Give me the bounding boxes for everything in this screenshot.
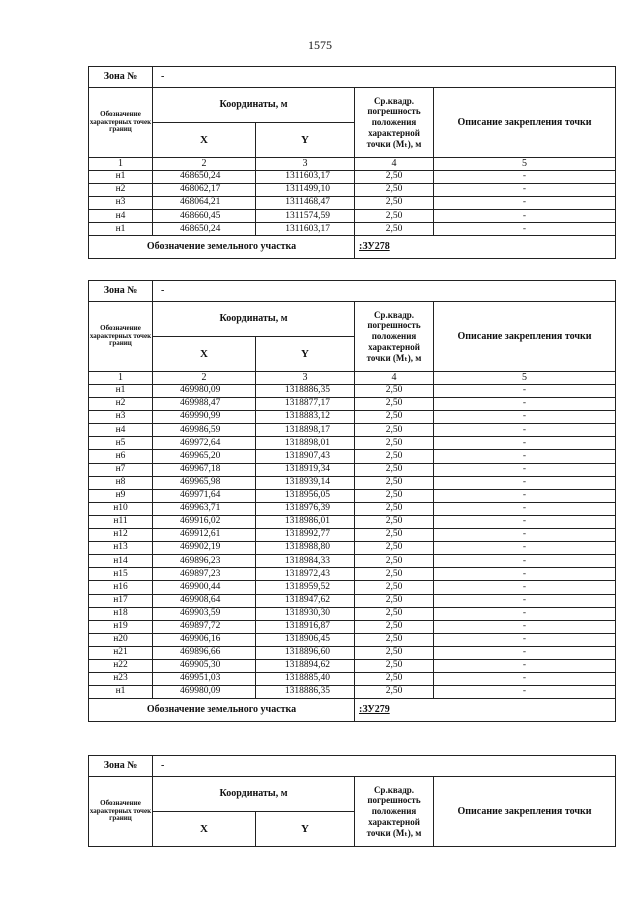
- description-cell: -: [434, 568, 616, 581]
- description-cell: -: [434, 686, 616, 699]
- y-cell: 1318883,12: [256, 411, 355, 424]
- error-cell: 2,50: [355, 463, 434, 476]
- y-cell: 1318919,34: [256, 463, 355, 476]
- error-cell: 2,50: [355, 515, 434, 528]
- x-cell: 469951,03: [153, 673, 256, 686]
- table-row: [89, 489, 616, 502]
- table-row: [89, 607, 616, 620]
- point-cell: н3: [89, 411, 153, 424]
- y-cell: 1318898,17: [256, 424, 355, 437]
- error-cell: 2,50: [355, 502, 434, 515]
- point-cell: н2: [89, 184, 153, 197]
- zone-label: Зона №: [89, 67, 153, 88]
- y-cell: 1311468,47: [256, 197, 355, 210]
- error-header: Ср.квадр. погрешность положения характерной точки (Mₜ), м: [355, 88, 434, 158]
- x-cell: 469990,99: [153, 411, 256, 424]
- x-cell: 469965,20: [153, 450, 256, 463]
- error-cell: 2,50: [355, 171, 434, 184]
- description-cell: -: [434, 424, 616, 437]
- zone-table: [88, 755, 616, 847]
- coordinates-header: Координаты, м: [153, 302, 355, 337]
- description-cell: -: [434, 594, 616, 607]
- table-row: [89, 463, 616, 476]
- column-number: 3: [256, 372, 355, 385]
- description-cell: -: [434, 620, 616, 633]
- point-cell: н23: [89, 673, 153, 686]
- table-row: [89, 686, 616, 699]
- x-cell: 469902,19: [153, 542, 256, 555]
- table-row: [89, 197, 616, 210]
- y-cell: 1318894,62: [256, 659, 355, 672]
- y-cell: 1311603,17: [256, 171, 355, 184]
- table-row: [89, 542, 616, 555]
- description-cell: -: [434, 463, 616, 476]
- error-cell: 2,50: [355, 581, 434, 594]
- column-number: 4: [355, 158, 434, 171]
- point-cell: н18: [89, 607, 153, 620]
- description-cell: -: [434, 450, 616, 463]
- x-cell: 469963,71: [153, 502, 256, 515]
- y-cell: 1318976,39: [256, 502, 355, 515]
- x-cell: 469967,18: [153, 463, 256, 476]
- point-cell: н9: [89, 489, 153, 502]
- table-row: [89, 424, 616, 437]
- description-cell: -: [434, 197, 616, 210]
- description-header: Описание закрепления точки: [434, 777, 616, 847]
- y-cell: 1318896,60: [256, 646, 355, 659]
- y-cell: 1318939,14: [256, 476, 355, 489]
- x-cell: 469916,02: [153, 515, 256, 528]
- error-cell: 2,50: [355, 542, 434, 555]
- table-row: [89, 568, 616, 581]
- y-cell: 1311603,17: [256, 223, 355, 236]
- point-cell: н11: [89, 515, 153, 528]
- column-number: 5: [434, 158, 616, 171]
- description-cell: -: [434, 411, 616, 424]
- description-cell: -: [434, 633, 616, 646]
- point-cell: н1: [89, 223, 153, 236]
- column-number: 1: [89, 158, 153, 171]
- point-cell: н10: [89, 502, 153, 515]
- column-number: 4: [355, 372, 434, 385]
- x-cell: 469980,09: [153, 686, 256, 699]
- description-cell: -: [434, 646, 616, 659]
- y-cell: 1318907,43: [256, 450, 355, 463]
- table-row: [89, 673, 616, 686]
- page-number: 1575: [308, 38, 332, 52]
- zone-table: [88, 66, 616, 259]
- description-cell: -: [434, 581, 616, 594]
- x-cell: 469897,23: [153, 568, 256, 581]
- point-cell: н7: [89, 463, 153, 476]
- column-number: 2: [153, 372, 256, 385]
- parcel-value: :ЗУ279: [355, 699, 616, 722]
- error-cell: 2,50: [355, 673, 434, 686]
- error-cell: 2,50: [355, 607, 434, 620]
- x-cell: 469972,64: [153, 437, 256, 450]
- point-cell: н6: [89, 450, 153, 463]
- description-cell: -: [434, 398, 616, 411]
- description-cell: -: [434, 171, 616, 184]
- point-cell: н2: [89, 398, 153, 411]
- zone-label: Зона №: [89, 756, 153, 777]
- error-cell: 2,50: [355, 184, 434, 197]
- parcel-value: :ЗУ278: [355, 236, 616, 259]
- column-number: 1: [89, 372, 153, 385]
- x-cell: 468064,21: [153, 197, 256, 210]
- zone-label: Зона №: [89, 281, 153, 302]
- table-row: [89, 529, 616, 542]
- table-row: [89, 450, 616, 463]
- table-row: [89, 502, 616, 515]
- point-cell: н1: [89, 385, 153, 398]
- y-cell: 1318886,35: [256, 686, 355, 699]
- y-cell: 1318906,45: [256, 633, 355, 646]
- point-designation-header: Обозначение характерных точек границ: [89, 302, 153, 372]
- y-cell: 1318885,40: [256, 673, 355, 686]
- x-cell: 469896,66: [153, 646, 256, 659]
- point-cell: н1: [89, 171, 153, 184]
- x-cell: 469980,09: [153, 385, 256, 398]
- error-cell: 2,50: [355, 529, 434, 542]
- error-cell: 2,50: [355, 411, 434, 424]
- x-cell: 469896,23: [153, 555, 256, 568]
- table-row: [89, 555, 616, 568]
- description-cell: -: [434, 502, 616, 515]
- error-cell: 2,50: [355, 450, 434, 463]
- error-cell: 2,50: [355, 633, 434, 646]
- table-row: [89, 385, 616, 398]
- error-cell: 2,50: [355, 555, 434, 568]
- point-cell: н1: [89, 686, 153, 699]
- description-cell: -: [434, 607, 616, 620]
- x-cell: 469900,44: [153, 581, 256, 594]
- zone-table: [88, 280, 616, 722]
- y-header: Y: [256, 337, 355, 372]
- point-cell: н15: [89, 568, 153, 581]
- description-cell: -: [434, 489, 616, 502]
- error-header: Ср.квадр. погрешность положения характерной точки (Mₜ), м: [355, 302, 434, 372]
- error-cell: 2,50: [355, 659, 434, 672]
- description-header: Описание закрепления точки: [434, 302, 616, 372]
- description-cell: -: [434, 223, 616, 236]
- error-cell: 2,50: [355, 210, 434, 223]
- table-row: [89, 659, 616, 672]
- x-cell: 469905,30: [153, 659, 256, 672]
- y-header: Y: [256, 812, 355, 847]
- table-row: [89, 646, 616, 659]
- error-cell: 2,50: [355, 686, 434, 699]
- error-cell: 2,50: [355, 646, 434, 659]
- parcel-label: Обозначение земельного участка: [89, 236, 355, 259]
- table-row: [89, 581, 616, 594]
- point-cell: н20: [89, 633, 153, 646]
- x-cell: 468650,24: [153, 171, 256, 184]
- x-cell: 469971,64: [153, 489, 256, 502]
- error-cell: 2,50: [355, 385, 434, 398]
- description-cell: -: [434, 515, 616, 528]
- point-cell: н17: [89, 594, 153, 607]
- error-cell: 2,50: [355, 594, 434, 607]
- x-cell: 469897,72: [153, 620, 256, 633]
- description-cell: -: [434, 555, 616, 568]
- point-cell: н5: [89, 437, 153, 450]
- x-header: X: [153, 812, 256, 847]
- table-row: [89, 223, 616, 236]
- x-cell: 469988,47: [153, 398, 256, 411]
- table-row: [89, 411, 616, 424]
- y-cell: 1311574,59: [256, 210, 355, 223]
- y-cell: 1311499,10: [256, 184, 355, 197]
- description-cell: -: [434, 210, 616, 223]
- y-cell: 1318898,01: [256, 437, 355, 450]
- y-cell: 1318877,17: [256, 398, 355, 411]
- description-cell: -: [434, 437, 616, 450]
- y-cell: 1318988,80: [256, 542, 355, 555]
- coordinates-header: Координаты, м: [153, 88, 355, 123]
- table-row: [89, 171, 616, 184]
- zone-value: -: [153, 281, 616, 302]
- x-cell: 469912,61: [153, 529, 256, 542]
- column-number: 3: [256, 158, 355, 171]
- y-header: Y: [256, 123, 355, 158]
- y-cell: 1318986,01: [256, 515, 355, 528]
- error-cell: 2,50: [355, 398, 434, 411]
- point-cell: н21: [89, 646, 153, 659]
- table-row: [89, 437, 616, 450]
- y-cell: 1318947,62: [256, 594, 355, 607]
- point-cell: н14: [89, 555, 153, 568]
- error-cell: 2,50: [355, 620, 434, 633]
- x-header: X: [153, 337, 256, 372]
- y-cell: 1318930,30: [256, 607, 355, 620]
- point-cell: н13: [89, 542, 153, 555]
- x-cell: 468062,17: [153, 184, 256, 197]
- point-cell: н4: [89, 210, 153, 223]
- y-cell: 1318956,05: [256, 489, 355, 502]
- y-cell: 1318984,33: [256, 555, 355, 568]
- error-cell: 2,50: [355, 223, 434, 236]
- table-row: [89, 476, 616, 489]
- description-cell: -: [434, 529, 616, 542]
- error-cell: 2,50: [355, 197, 434, 210]
- point-designation-header: Обозначение характерных точек границ: [89, 88, 153, 158]
- table-row: [89, 210, 616, 223]
- point-cell: н16: [89, 581, 153, 594]
- x-cell: 469908,64: [153, 594, 256, 607]
- column-number: 2: [153, 158, 256, 171]
- error-cell: 2,50: [355, 568, 434, 581]
- table-row: [89, 594, 616, 607]
- zone-value: -: [153, 756, 616, 777]
- error-cell: 2,50: [355, 424, 434, 437]
- description-cell: -: [434, 542, 616, 555]
- table-row: [89, 620, 616, 633]
- y-cell: 1318972,43: [256, 568, 355, 581]
- x-cell: 469965,98: [153, 476, 256, 489]
- coordinates-header: Координаты, м: [153, 777, 355, 812]
- x-cell: 469986,59: [153, 424, 256, 437]
- parcel-label: Обозначение земельного участка: [89, 699, 355, 722]
- x-header: X: [153, 123, 256, 158]
- description-header: Описание закрепления точки: [434, 88, 616, 158]
- point-cell: н3: [89, 197, 153, 210]
- y-cell: 1318992,77: [256, 529, 355, 542]
- x-cell: 468660,45: [153, 210, 256, 223]
- point-cell: н8: [89, 476, 153, 489]
- description-cell: -: [434, 673, 616, 686]
- description-cell: -: [434, 385, 616, 398]
- point-cell: н22: [89, 659, 153, 672]
- error-cell: 2,50: [355, 437, 434, 450]
- table-row: [89, 184, 616, 197]
- x-cell: 468650,24: [153, 223, 256, 236]
- error-header: Ср.квадр. погрешность положения характерной точки (Mₜ), м: [355, 777, 434, 847]
- point-designation-header: Обозначение характерных точек границ: [89, 777, 153, 847]
- y-cell: 1318886,35: [256, 385, 355, 398]
- y-cell: 1318959,52: [256, 581, 355, 594]
- point-cell: н4: [89, 424, 153, 437]
- table-row: [89, 515, 616, 528]
- column-number: 5: [434, 372, 616, 385]
- x-cell: 469903,59: [153, 607, 256, 620]
- description-cell: -: [434, 476, 616, 489]
- zone-value: -: [153, 67, 616, 88]
- y-cell: 1318916,87: [256, 620, 355, 633]
- point-cell: н12: [89, 529, 153, 542]
- description-cell: -: [434, 184, 616, 197]
- x-cell: 469906,16: [153, 633, 256, 646]
- point-cell: н19: [89, 620, 153, 633]
- table-row: [89, 633, 616, 646]
- error-cell: 2,50: [355, 489, 434, 502]
- error-cell: 2,50: [355, 476, 434, 489]
- table-row: [89, 398, 616, 411]
- description-cell: -: [434, 659, 616, 672]
